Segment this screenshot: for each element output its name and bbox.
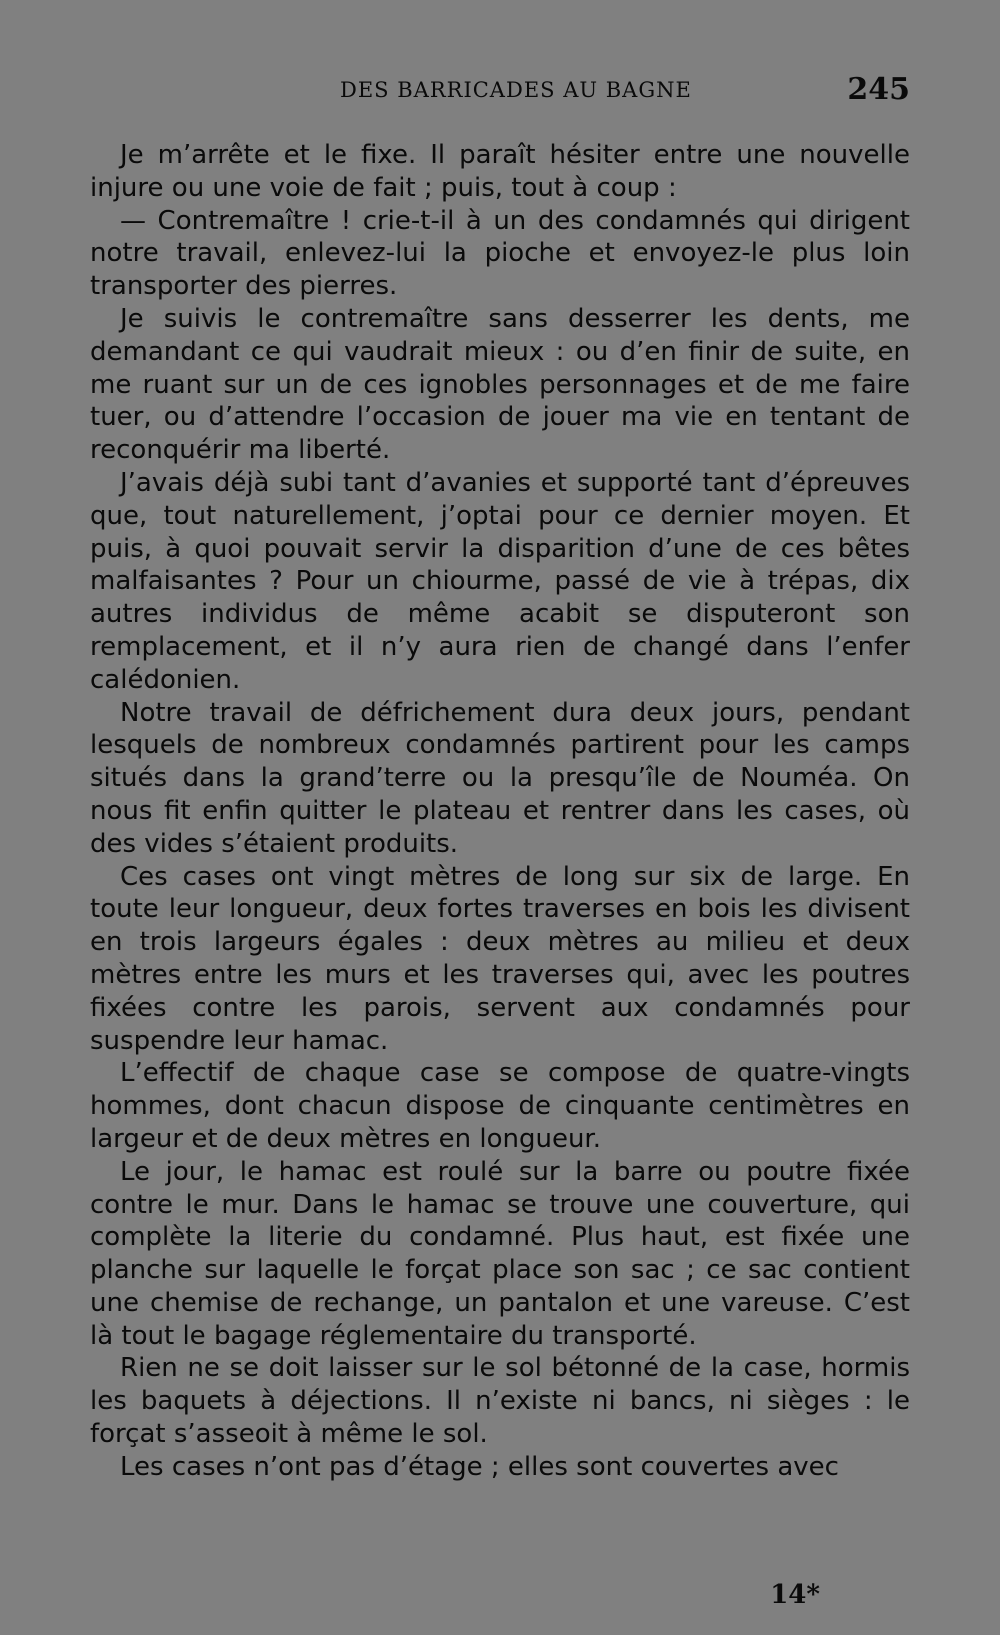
signature-mark: 14* xyxy=(770,1580,820,1610)
paragraph: J’avais déjà subi tant d’avanies et supporté tant d’épreuves que, tout naturellement, j’optai pour ce dernier moyen. Et puis, à quoi pouvait servir la disparition d’une de ces bêtes malfaisantes ? Pour un chiourme, passé de vie à trépas, dix autres individus de même acabit se disputeront son remplacement, et il n’y aura rien de changé dans l’enfer calédonien. xyxy=(90,467,910,695)
paragraph: Rien ne se doit laisser sur le sol bétonné de la case, hormis les baquets à déjections. Il n’existe ni bancs, ni sièges : le forçat s’asseoit à même le sol. xyxy=(90,1353,910,1450)
paragraph: Ces cases ont vingt mètres de long sur six de large. En toute leur longueur, deux fortes traverses en bois les divisent en trois largeurs égales : deux mètres au milieu et deux mètres entre les murs et les traverses qui, avec les poutres fixées contre les parois, servent aux condamnés pour suspendre leur hamac. xyxy=(90,861,910,1056)
running-head: DES BARRICADES AU BAGNE xyxy=(340,78,692,102)
page-number: 245 xyxy=(847,72,910,107)
paragraph: Je suivis le contremaître sans desserrer les dents, me demandant ce qui vaudrait mieux : ou d’en finir de suite, en me ruant sur un de ces ignobles personnages et de me faire tuer, ou d’attendre l’occasion de jouer ma vie en tentant de reconquérir ma liberté. xyxy=(90,303,910,466)
paragraph: — Contremaître ! crie-t-il à un des condamnés qui dirigent notre travail, enlevez-lui la pioche et envoyez-le plus loin transporter des pierres. xyxy=(90,205,910,302)
paragraph: L’effectif de chaque case se compose de quatre-vingts hommes, dont chacun dispose de cinquante centimètres en largeur et de deux mètres en longueur. xyxy=(90,1058,910,1154)
paragraph: Je m’arrête et le fixe. Il paraît hésiter entre une nouvelle injure ou une voie de fait ; puis, tout à coup : xyxy=(90,140,910,203)
paragraph: Le jour, le hamac est roulé sur la barre ou poutre fixée contre le mur. Dans le hamac se trouve une couverture, qui complète la literie du condamné. Plus haut, est fixée une planche sur laquelle le forçat place son sac ; ce sac contient une chemise de rechange, un pantalon et une vareuse. C’est là tout le bagage réglementaire du transporté. xyxy=(90,1156,910,1351)
page-header xyxy=(90,72,910,118)
paragraph: Les cases n’ont pas d’étage ; elles sont couvertes avec xyxy=(120,1451,839,1482)
body-text xyxy=(90,139,910,1484)
paragraph: Notre travail de défrichement dura deux jours, pendant lesquels de nombreux condamnés partirent pour les camps situés dans la grand’terre ou la presqu’île de Nouméa. On nous fit enfin quitter le plateau et rentrer dans les cases, où des vides s’étaient produits. xyxy=(90,697,910,859)
